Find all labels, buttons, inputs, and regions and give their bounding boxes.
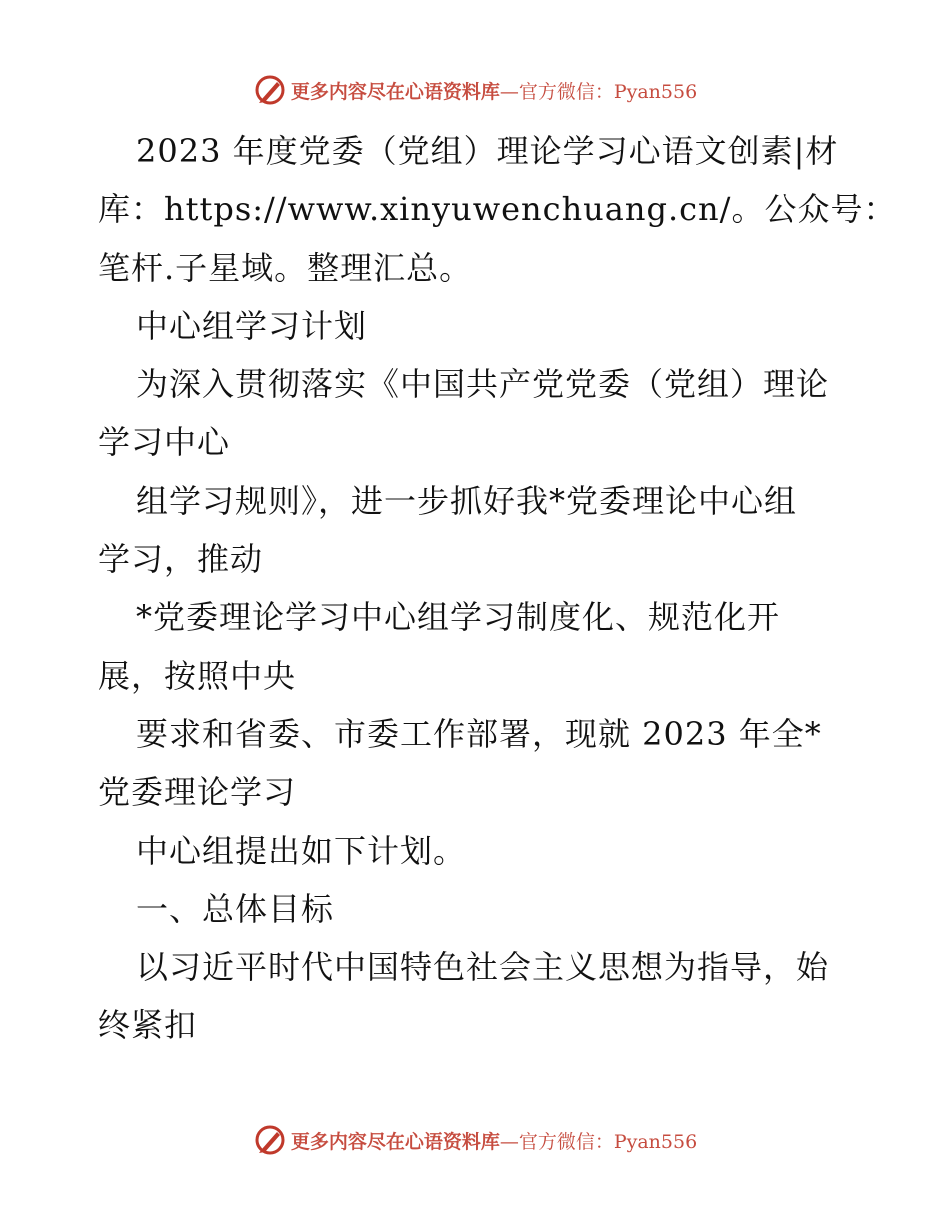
body-line: *党委理论学习中心组学习制度化、规范化开 — [136, 598, 781, 637]
body-line: 终紧扣 — [98, 1006, 198, 1045]
pen-logo-icon — [253, 73, 287, 107]
document-body — [98, 122, 897, 1055]
body-line: 要求和省委、市委工作部署，现就 2023 年全* — [136, 714, 822, 753]
footer-banner-text: 更多内容尽在心语资料库—官方微信：Pyan556 — [290, 1130, 698, 1153]
header-banner-text: 更多内容尽在心语资料库—官方微信：Pyan556 — [290, 80, 698, 103]
body-line: 学习中心 — [98, 423, 231, 462]
section-title: 中心组学习计划 — [136, 306, 368, 345]
body-line: 为深入贯彻落实《中国共产党党委（党组）理论 — [136, 365, 830, 404]
body-line: 学习，推动 — [98, 540, 264, 579]
body-line: 2023 年度党委（党组）理论学习心语文创素|材 — [136, 132, 839, 170]
section-heading: 一、总体目标 — [136, 889, 335, 928]
body-line: 展，按照中央 — [98, 656, 297, 695]
body-line: 中心组提出如下计划。 — [136, 831, 467, 870]
pen-logo-icon — [253, 1123, 287, 1157]
body-line: 笔杆.子星域。整理汇总。 — [98, 248, 473, 287]
body-line: 以习近平时代中国特色社会主义思想为指导，始 — [136, 948, 830, 987]
footer-banner — [0, 1120, 950, 1160]
body-line: 党委理论学习 — [98, 773, 297, 812]
body-line: 组学习规则》，进一步抓好我*党委理论中心组 — [136, 481, 798, 520]
header-banner — [0, 70, 950, 110]
body-line: 库：https://www.xinyuwenchuang.cn/。公众号： — [98, 190, 897, 229]
